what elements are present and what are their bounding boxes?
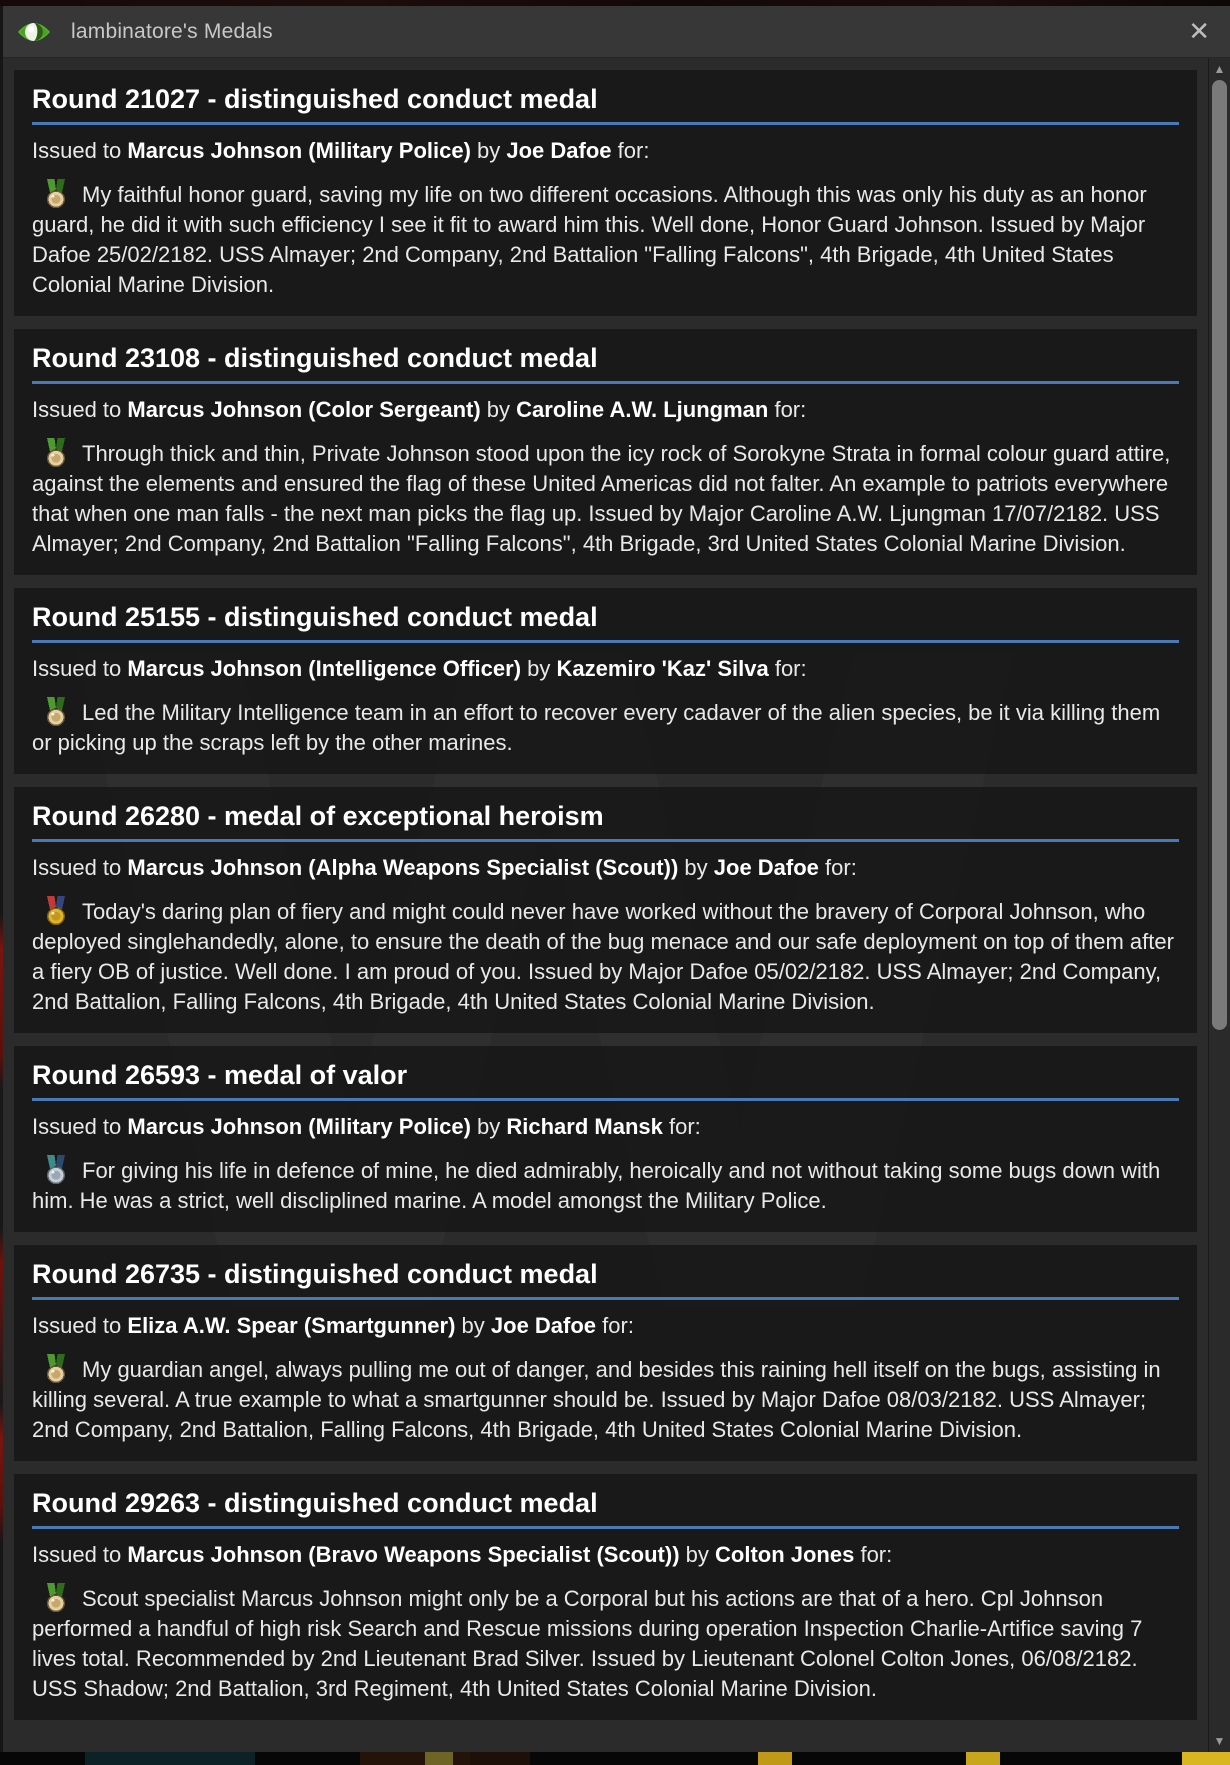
game-tile — [85, 1752, 255, 1765]
medal-icon — [44, 1155, 68, 1185]
heading-underline — [32, 381, 1179, 384]
citation-text: My faithful honor guard, saving my life on two different occasions. Although this was only his duty as an honor guard, he did it with such efficiency I see it fit to award him this. Well done, Honor Guard Johnson. Issued by Major Dafoe 25/02/2182. USS Almayer; 2nd Company, 2nd Battalion "Falling Falcons", 4th Brigade, 4th United States Colonial Marine Division. — [32, 182, 1147, 297]
medal-entry — [14, 787, 1197, 1033]
heading-underline — [32, 1297, 1179, 1300]
recipient-name: Marcus Johnson (Bravo Weapons Specialist (Scout)) — [127, 1542, 680, 1567]
recipient-name: Marcus Johnson (Alpha Weapons Specialist (Scout)) — [127, 855, 679, 880]
medal-citation — [32, 896, 1179, 1017]
medal-icon — [44, 697, 68, 727]
issued-prefix: Issued to — [32, 656, 128, 681]
by-word: by — [470, 1114, 507, 1139]
issuer-name: Richard Mansk — [506, 1114, 663, 1139]
medal-round-heading: Round 26593 - medal of valor — [32, 1060, 408, 1090]
close-icon[interactable]: ✕ — [1188, 16, 1210, 47]
citation-text: My guardian angel, always pulling me out of danger, and besides this raining hell itself on the bugs, assisting in killing several. A true example to what a smartgunner should be. Issued by Major Dafoe 08/03/2182. USS Almayer; 2nd Company, 2nd Battalion, Falling Falcons, 4th Brigade, 4th United States Colonial Marine Division. — [32, 1357, 1161, 1442]
issued-prefix: Issued to — [32, 1542, 128, 1567]
citation-text: Today's daring plan of fiery and might could never have worked without the bravery of Corporal Johnson, who deployed singlehandedly, alone, to ensure the death of the bug menace and our safe deployment on top of them after a fiery OB of justice. Well done. I am proud of you. Issued by Major Dafoe 05/02/2182. USS Almayer; 2nd Company, 2nd Battalion, Falling Falcons, 4th Brigade, 4th United States Colonial Marine Division. — [32, 899, 1174, 1014]
issued-prefix: Issued to — [32, 138, 128, 163]
issued-line — [32, 395, 1179, 425]
medal-round-heading: Round 25155 - distinguished conduct medal — [32, 602, 598, 632]
citation-text: Led the Military Intelligence team in an effort to recover every cadaver of the alien species, be it via killing them or picking up the scraps left by the other marines. — [32, 700, 1161, 755]
issuer-name: Joe Dafoe — [506, 138, 612, 163]
medal-round-heading: Round 26280 - medal of exceptional heroism — [32, 801, 604, 831]
medal-entry — [14, 1474, 1197, 1720]
medals-window — [3, 6, 1230, 1752]
game-tile — [966, 1752, 1000, 1765]
issuer-name: Joe Dafoe — [490, 1313, 597, 1338]
issued-line — [32, 853, 1179, 883]
medal-round-heading: Round 23108 - distinguished conduct medal — [32, 343, 598, 373]
scroll-up-icon[interactable]: ▲ — [1213, 62, 1226, 76]
medal-round-heading: Round 21027 - distinguished conduct medal — [32, 84, 598, 114]
medal-icon — [44, 896, 68, 926]
by-word: by — [521, 656, 557, 681]
medal-citation — [32, 1583, 1179, 1704]
window-title: lambinatore's Medals — [71, 19, 273, 43]
for-word: for: — [854, 1542, 893, 1567]
game-tile — [470, 1752, 530, 1765]
for-word: for: — [768, 656, 807, 681]
issued-line — [32, 1112, 1179, 1142]
by-word: by — [455, 1313, 491, 1338]
for-word: for: — [662, 1114, 701, 1139]
game-tile — [425, 1752, 453, 1765]
for-word: for: — [768, 397, 807, 422]
medals-list — [3, 58, 1208, 1752]
heading-underline — [32, 122, 1179, 125]
medal-icon — [44, 438, 68, 468]
byond-logo-icon — [17, 17, 51, 47]
citation-text: Scout specialist Marcus Johnson might only be a Corporal but his actions are that of a hero. Cpl Johnson performed a handful of high risk Search and Rescue missions during operation Inspection Charlie-Artifice saving 7 lives total. Recommended by 2nd Lieutenant Brad Silver. Issued by Lieutenant Colonel Colton Jones, 06/08/2182. USS Shadow; 2nd Battalion, 3rd Regiment, 4th United States Colonial Marine Division. — [32, 1586, 1143, 1701]
by-word: by — [679, 1542, 715, 1567]
issued-line — [32, 1540, 1179, 1570]
recipient-name: Eliza A.W. Spear (Smartgunner) — [127, 1313, 456, 1338]
medal-entry — [14, 70, 1197, 316]
medal-entry — [14, 588, 1197, 774]
medal-citation — [32, 1155, 1179, 1216]
medal-entry — [14, 329, 1197, 575]
by-word: by — [480, 397, 517, 422]
game-world-backdrop-bottom — [0, 1752, 1230, 1765]
window-body — [3, 58, 1230, 1752]
citation-text: Through thick and thin, Private Johnson stood upon the icy rock of Sorokyne Strata in formal colour guard attire, against the elements and ensured the flag of these United Americas did not falter. An example to patriots everywhere that when one man falls - the next man picks the flag up. Issued by Major Caroline A.W. Ljungman 17/07/2182. USS Almayer; 2nd Company, 2nd Battalion "Falling Falcons", 4th Brigade, 3rd United States Colonial Marine Division. — [32, 441, 1171, 556]
game-tile — [1182, 1752, 1230, 1765]
citation-text: For giving his life in defence of mine, he died admirably, heroically and not without taking some bugs down with him. He was a strict, well discliplined marine. A model amongst the Military Police. — [32, 1158, 1161, 1213]
issuer-name: Colton Jones — [715, 1542, 855, 1567]
medal-entry — [14, 1245, 1197, 1461]
recipient-name: Marcus Johnson (Military Police) — [127, 138, 471, 163]
issued-line — [32, 654, 1179, 684]
issuer-name: Kazemiro 'Kaz' Silva — [556, 656, 769, 681]
recipient-name: Marcus Johnson (Intelligence Officer) — [127, 656, 522, 681]
scrollbar[interactable] — [1208, 58, 1230, 1752]
medal-icon — [44, 179, 68, 209]
heading-underline — [32, 1526, 1179, 1529]
issued-prefix: Issued to — [32, 855, 128, 880]
medal-citation — [32, 179, 1179, 300]
for-word: for: — [596, 1313, 634, 1338]
scroll-thumb[interactable] — [1212, 80, 1227, 1030]
heading-underline — [32, 839, 1179, 842]
heading-underline — [32, 1098, 1179, 1101]
medal-citation — [32, 697, 1179, 758]
issuer-name: Joe Dafoe — [713, 855, 819, 880]
issued-line — [32, 136, 1179, 166]
for-word: for: — [611, 138, 650, 163]
medal-round-heading: Round 26735 - distinguished conduct medal — [32, 1259, 598, 1289]
heading-underline — [32, 640, 1179, 643]
issued-prefix: Issued to — [32, 397, 128, 422]
window-titlebar[interactable] — [3, 6, 1230, 58]
issued-prefix: Issued to — [32, 1313, 128, 1338]
recipient-name: Marcus Johnson (Color Sergeant) — [127, 397, 481, 422]
by-word: by — [678, 855, 714, 880]
by-word: by — [470, 138, 507, 163]
game-tile — [758, 1752, 792, 1765]
medal-entries — [14, 70, 1197, 1720]
medal-citation — [32, 438, 1179, 559]
medal-citation — [32, 1354, 1179, 1445]
issued-prefix: Issued to — [32, 1114, 128, 1139]
issued-line — [32, 1311, 1179, 1341]
medal-round-heading: Round 29263 - distinguished conduct medal — [32, 1488, 598, 1518]
medal-entry — [14, 1046, 1197, 1232]
for-word: for: — [818, 855, 857, 880]
recipient-name: Marcus Johnson (Military Police) — [127, 1114, 471, 1139]
medal-icon — [44, 1354, 68, 1384]
scroll-down-icon[interactable]: ▼ — [1213, 1734, 1226, 1748]
issuer-name: Caroline A.W. Ljungman — [516, 397, 769, 422]
medal-icon — [44, 1583, 68, 1613]
